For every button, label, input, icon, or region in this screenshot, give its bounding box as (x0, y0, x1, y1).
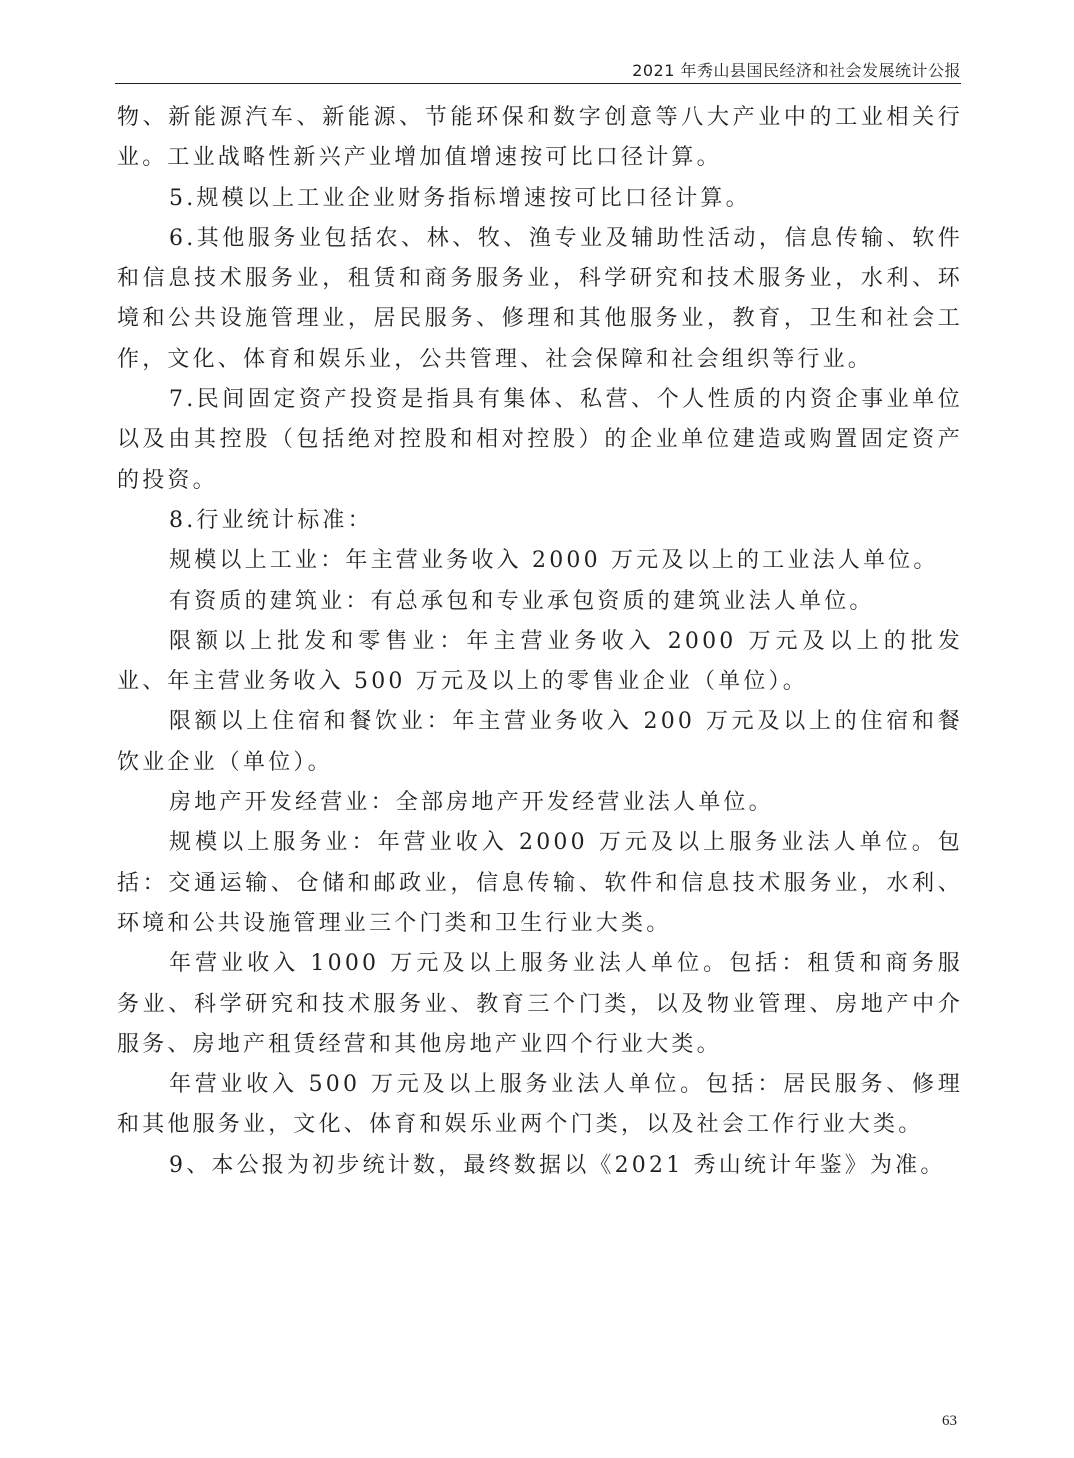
paragraph: 房地产开发经营业：全部房地产开发经营业法人单位。 (169, 790, 774, 816)
header-title: 2021 年秀山县国民经济和社会发展统计公报 (632, 61, 961, 80)
paragraph: 限额以上批发和零售业：年主营业务收入 2000 万元及以上的批发业、年主营业务收入 500 万元及以上的零售业企业（单位）。 (117, 628, 963, 695)
paragraph: 5.规模以上工业企业财务指标增速按可比口径计算。 (169, 185, 751, 211)
paragraph: 规模以上工业：年主营业务收入 2000 万元及以上的工业法人单位。 (169, 548, 939, 574)
page-number: 63 (942, 1413, 957, 1429)
page-header (115, 52, 961, 84)
paragraph: 规模以上服务业：年营业收入 2000 万元及以上服务业法人单位。包括：交通运输、仓储和邮政业，信息传输、软件和信息技术服务业，水利、环境和公共设施管理业三个门类和卫生行业大类。 (117, 830, 963, 936)
paragraph: 年营业收入 500 万元及以上服务业法人单位。包括：居民服务、修理和其他服务业，文化、体育和娱乐业两个门类，以及社会工作行业大类。 (117, 1072, 963, 1138)
paragraph: 限额以上住宿和餐饮业：年主营业务收入 200 万元及以上的住宿和餐饮业企业（单位）。 (117, 709, 963, 775)
paragraph: 9、本公报为初步统计数，最终数据以《2021 秀山统计年鉴》为准。 (169, 1152, 946, 1178)
document-body (117, 98, 963, 1186)
paragraph: 7.民间固定资产投资是指具有集体、私营、个人性质的内资企事业单位以及由其控股（包括绝对控股和相对控股）的企业单位建造或购置固定资产的投资。 (117, 387, 963, 493)
paragraph: 年营业收入 1000 万元及以上服务业法人单位。包括：租赁和商务服务业、科学研究和技术服务业、教育三个门类，以及物业管理、房地产中介服务、房地产租赁经营和其他房地产业四个行业大类。 (117, 951, 963, 1057)
paragraph: 8.行业统计标准： (169, 507, 373, 533)
paragraph: 6.其他服务业包括农、林、牧、渔专业及辅助性活动，信息传输、软件和信息技术服务业，租赁和商务服务业，科学研究和技术服务业，水利、环境和公共设施管理业，居民服务、修理和其他服务业，教育，卫生和社会工作，文化、体育和娱乐业，公共管理、社会保障和社会组织等行业。 (117, 225, 963, 372)
paragraph: 有资质的建筑业：有总承包和专业承包资质的建筑业法人单位。 (169, 588, 875, 614)
paragraph: 物、新能源汽车、新能源、节能环保和数字创意等八大产业中的工业相关行业。工业战略性新兴产业增加值增速按可比口径计算。 (117, 105, 963, 171)
